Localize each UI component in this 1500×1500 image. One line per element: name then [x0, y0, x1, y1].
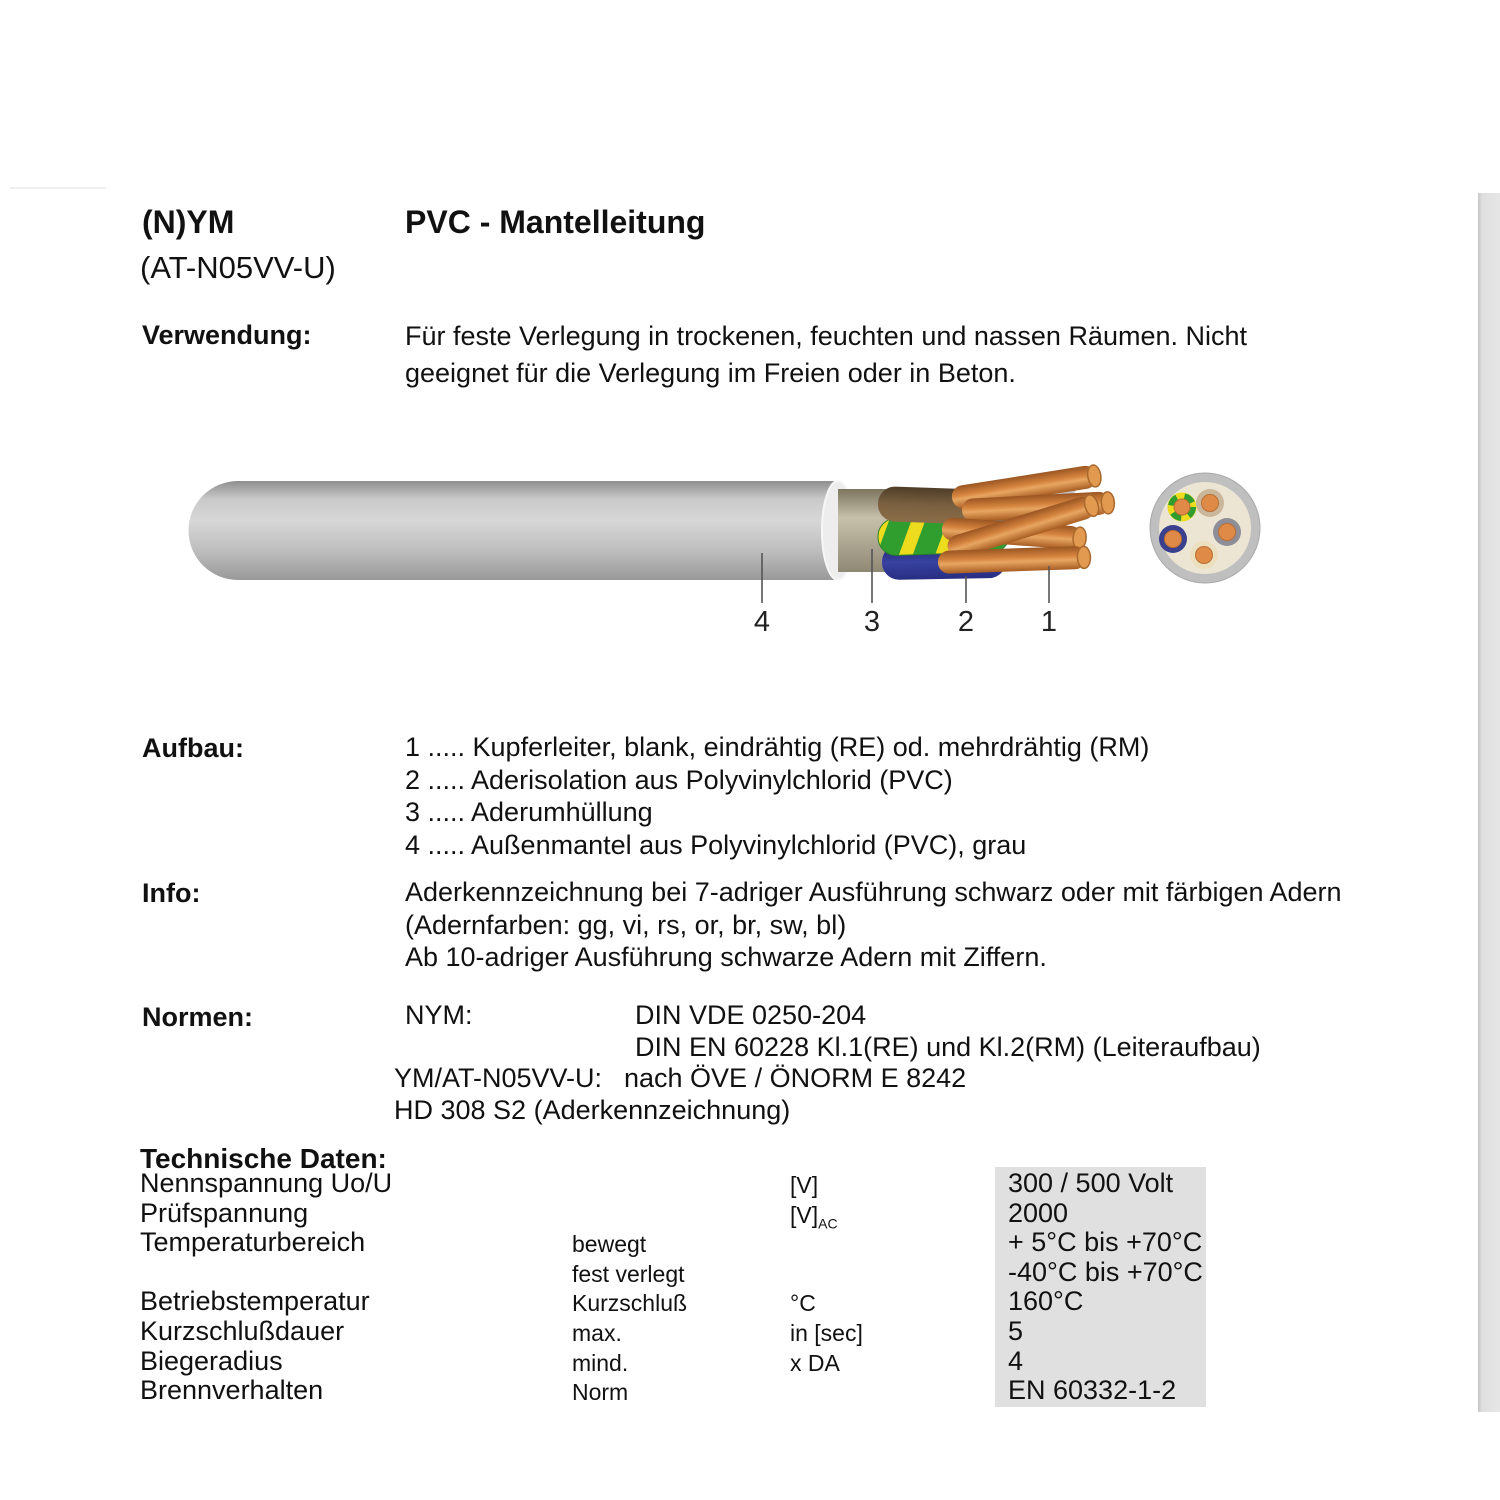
callout-number-3: 3 [863, 606, 881, 638]
table-row [140, 1169, 1260, 1199]
cable-sheath [189, 481, 839, 580]
aufbau-item: 4 ..... Außenmantel aus Polyvinylchlorid (PVC), grau [405, 829, 1027, 860]
section-label-normen: Normen: [142, 1002, 254, 1032]
section-label-aufbau: Aufbau: [142, 733, 244, 763]
table-row [140, 1347, 1260, 1377]
aufbau-item: 2 ..... Aderisolation aus Polyvinylchlorid (PVC) [405, 764, 953, 795]
table-row [140, 1258, 1260, 1288]
technical-data-table [140, 1169, 1260, 1406]
tech-value: -40°C bis +70°C [1008, 1256, 1203, 1287]
page-title: PVC - Mantelleitung [405, 204, 706, 240]
tech-condition: Kurzschluß [572, 1290, 688, 1317]
info-line: (Adernfarben: gg, vi, rs, or, br, sw, bl) [405, 909, 847, 940]
table-row [140, 1228, 1260, 1258]
callout-number-2: 2 [957, 606, 975, 638]
table-row [140, 1317, 1260, 1347]
cross-section-core-blue [1159, 525, 1187, 553]
tech-label: Prüfspannung [140, 1197, 309, 1228]
section-verwendung-text [405, 318, 1247, 392]
cross-section-core-tan [1196, 489, 1224, 517]
section-label-info: Info: [142, 878, 201, 908]
section-normen [394, 1000, 1261, 1126]
normen-row [394, 1095, 1261, 1127]
section-label-technische-daten: Technische Daten: [140, 1143, 387, 1174]
tech-condition: mind. [572, 1349, 629, 1376]
tech-unit: in [sec] [790, 1319, 863, 1346]
tech-value: 2000 [1008, 1197, 1069, 1228]
callout-number-1: 1 [1040, 606, 1058, 638]
norm-value: nach ÖVE / ÖNORM E 8242 [624, 1063, 967, 1093]
norm-name: HD 308 S2 (Aderkennzeichnung) [394, 1094, 791, 1125]
verwendung-line: Für feste Verlegung in trockenen, feuchten und nassen Räumen. Nicht [405, 321, 1248, 351]
tech-value: + 5°C bis +70°C [1008, 1227, 1203, 1258]
page-edge-line [10, 187, 106, 189]
tech-unit: $[V]_{AC}$ [790, 1201, 838, 1232]
aufbau-item: 1 ..... Kupferleiter, blank, eindrähtig (RE) od. mehrdrähtig (RM) [405, 732, 1150, 762]
table-row [140, 1376, 1260, 1406]
section-label-verwendung: Verwendung: [142, 320, 312, 350]
section-aufbau-list [405, 731, 1149, 861]
tech-label: Kurzschlußdauer [140, 1315, 345, 1346]
tech-value: 5 [1008, 1315, 1024, 1346]
tech-unit: x DA [790, 1349, 840, 1376]
info-line: Aderkennzeichnung bei 7-adriger Ausführung schwarz oder mit färbigen Adern [405, 877, 1342, 907]
cable-cross-section [1150, 473, 1260, 583]
section-info-text [405, 876, 1342, 974]
tech-condition: Norm [572, 1379, 629, 1406]
tech-unit: °C [790, 1290, 816, 1317]
cross-section-core-cream [1190, 541, 1218, 569]
tech-condition: fest verlegt [572, 1260, 685, 1287]
table-row [140, 1287, 1260, 1317]
product-code: (N)YM [142, 204, 235, 240]
tech-value: 160°C [1008, 1286, 1084, 1317]
tech-label: Biegeradius [140, 1345, 283, 1376]
right-page-edge-band [1478, 193, 1500, 1412]
cross-section-core-gray [1213, 518, 1241, 546]
table-row [140, 1197, 1260, 1232]
norm-value: DIN VDE 0250-204 [635, 1000, 867, 1030]
cable-illustration [160, 450, 1280, 650]
verwendung-line: geeignet für die Verlegung im Freien oder in Beton. [405, 358, 1016, 388]
tech-condition: bewegt [572, 1231, 647, 1258]
normen-row [394, 1063, 1261, 1095]
norm-name: NYM: [405, 1000, 473, 1030]
tech-value: 300 / 500 Volt [1008, 1168, 1174, 1198]
norm-name: YM/AT-N05VV-U: [394, 1063, 603, 1093]
normen-row [405, 1000, 1261, 1032]
tech-label: Brennverhalten [140, 1375, 324, 1406]
callout-number-4: 4 [753, 606, 771, 638]
tech-unit: [V] [790, 1172, 819, 1198]
tech-condition: max. [572, 1319, 622, 1346]
tech-label: Nennspannung Uo/U [140, 1168, 393, 1198]
cross-section-core-green-yellow [1168, 493, 1197, 522]
tech-value: 4 [1008, 1345, 1024, 1376]
info-line: Ab 10-adriger Ausführung schwarze Adern mit Ziffern. [405, 942, 1047, 972]
tech-label: Betriebstemperatur [140, 1286, 370, 1317]
normen-row [405, 1032, 1261, 1064]
tech-value: EN 60332-1-2 [1008, 1375, 1177, 1406]
product-code-alt: (AT-N05VV-U) [140, 250, 336, 285]
aufbau-item: 3 ..... Aderumhüllung [405, 797, 653, 827]
tech-label: Temperaturbereich [140, 1227, 366, 1258]
norm-value: DIN EN 60228 Kl.1(RE) und Kl.2(RM) (Leiteraufbau) [635, 1031, 1261, 1062]
